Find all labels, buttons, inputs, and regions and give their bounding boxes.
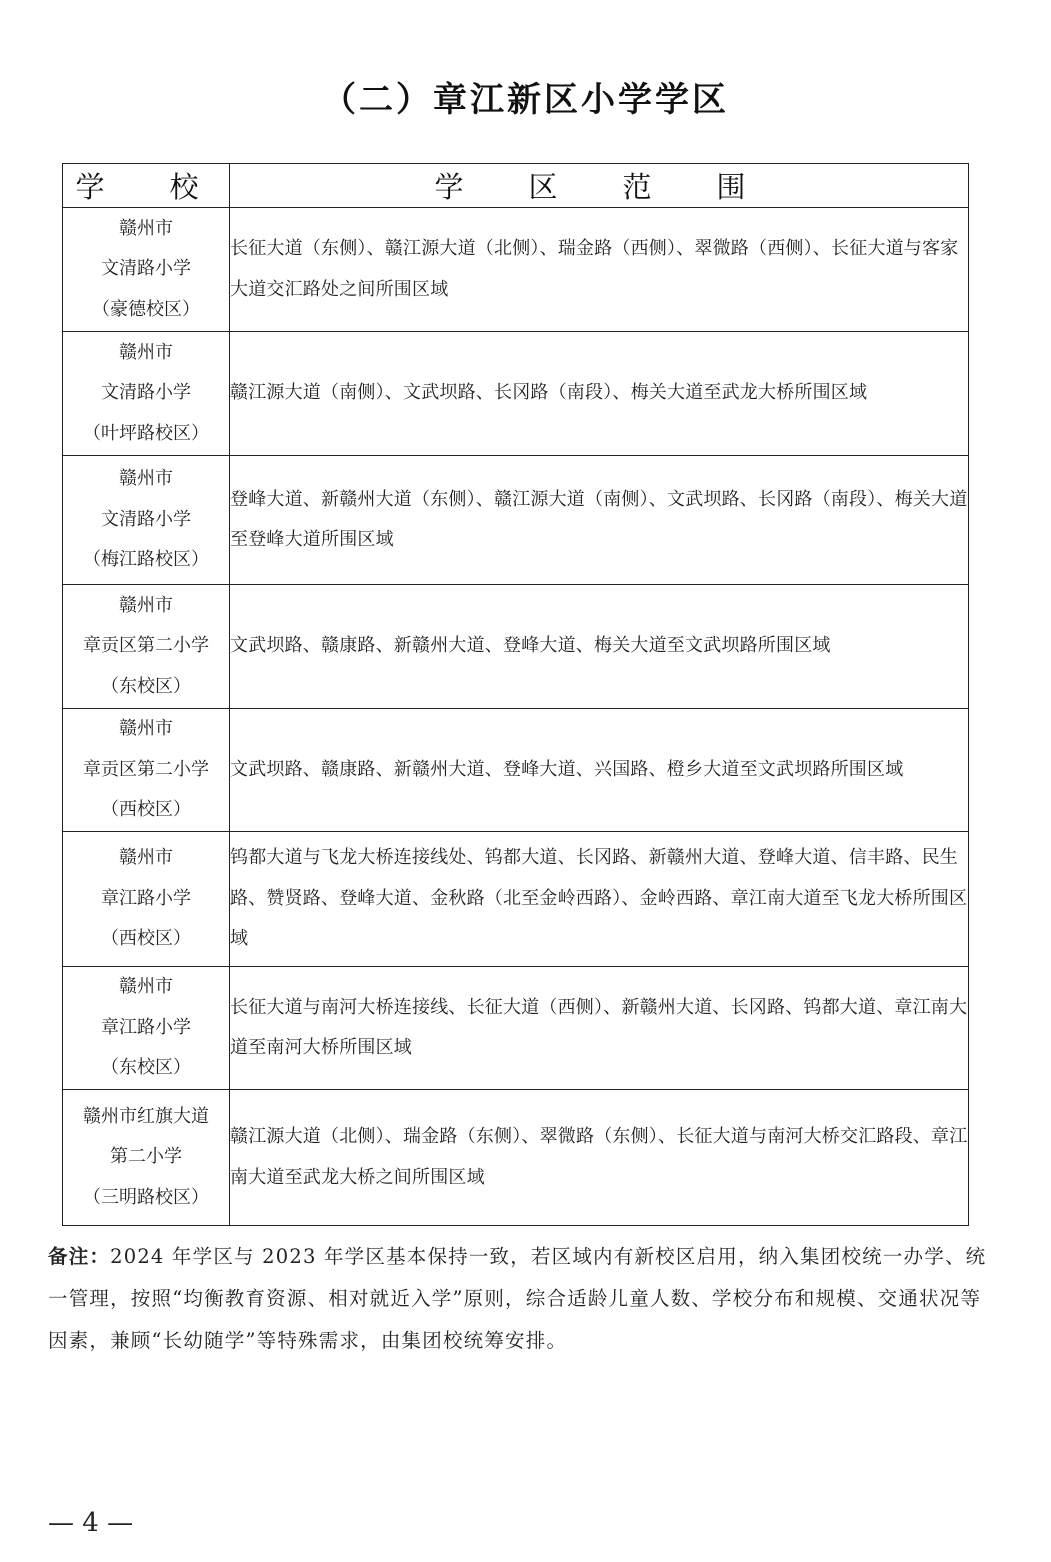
school-name-cell [63, 456, 230, 585]
school-line: （东校区） [101, 1057, 191, 1079]
table-row [63, 332, 969, 456]
school-line: 赣州市 [119, 847, 173, 869]
school-line: 赣州市 [119, 341, 173, 363]
table-row [63, 456, 969, 585]
school-line: （豪德校区） [92, 298, 200, 320]
school-name-cell [63, 832, 230, 967]
district-area-cell: 赣江源大道（南侧）、文武坝路、长冈路（南段）、梅关大道至武龙大桥所围区域 [230, 332, 969, 456]
school-name-cell [63, 709, 230, 832]
school-line: 章江路小学 [101, 1016, 191, 1038]
school-line: 章贡区第二小学 [83, 635, 209, 657]
district-area-cell: 赣江源大道（北侧）、瑞金路（东侧）、翠微路（东侧）、长征大道与南河大桥交汇路段、章江南大道至武龙大桥之间所围区域 [230, 1090, 969, 1226]
school-line: （西校区） [101, 928, 191, 950]
district-area-cell: 文武坝路、赣康路、新赣州大道、登峰大道、兴国路、橙乡大道至文武坝路所围区域 [230, 709, 969, 832]
school-line: 章贡区第二小学 [83, 758, 209, 780]
district-area-cell: 长征大道与南河大桥连接线、长征大道（西侧）、新赣州大道、长冈路、钨都大道、章江南大道至南河大桥所围区域 [230, 967, 969, 1090]
school-line: （三明路校区） [83, 1186, 209, 1208]
school-line: 文清路小学 [101, 508, 191, 530]
district-area-cell: 文武坝路、赣康路、新赣州大道、登峰大道、梅关大道至文武坝路所围区域 [230, 585, 969, 709]
school-line: 文清路小学 [101, 382, 191, 404]
school-line: （西校区） [101, 799, 191, 821]
school-name-cell [63, 208, 230, 332]
remarks-paragraph [48, 1236, 988, 1362]
district-area-cell: 钨都大道与飞龙大桥连接线处、钨都大道、长冈路、新赣州大道、登峰大道、信丰路、民生路、赞贤路、登峰大道、金秋路（北至金岭西路）、金岭西路、章江南大道至飞龙大桥所围区域 [230, 832, 969, 967]
school-name-cell [63, 332, 230, 456]
header-area: 学 区 范 围 [230, 164, 969, 208]
remarks-label: 备注： [48, 1245, 111, 1268]
school-name-cell [63, 967, 230, 1090]
school-name-cell [63, 585, 230, 709]
school-district-table [62, 163, 969, 1226]
school-line: 文清路小学 [101, 258, 191, 280]
school-line: （叶坪路校区） [83, 422, 209, 444]
table-row [63, 208, 969, 332]
school-line: （东校区） [101, 675, 191, 697]
school-line: 第二小学 [110, 1146, 182, 1168]
remarks-text: 2024 年学区与 2023 年学区基本保持一致，若区域内有新校区启用，纳入集团校统一办学、统一管理，按照“均衡教育资源、相对就近入学”原则，综合适龄儿童人数、学校分布和规模、交通状况等因素，兼顾“长幼随学”等特殊需求，由集团校统筹安排。 [48, 1245, 987, 1352]
table-row [63, 832, 969, 967]
school-line: 赣州市 [119, 217, 173, 239]
header-school: 学 校 [63, 164, 230, 208]
school-name-cell [63, 1090, 230, 1226]
table-row [63, 585, 969, 709]
table-row [63, 1090, 969, 1226]
table-header-row [63, 164, 969, 208]
school-line: 章江路小学 [101, 887, 191, 909]
district-area-cell: 登峰大道、新赣州大道（东侧）、赣江源大道（南侧）、文武坝路、长冈路（南段）、梅关大道至登峰大道所围区域 [230, 456, 969, 585]
page-title: （二）章江新区小学学区 [322, 80, 729, 120]
school-line: 赣州市 [119, 976, 173, 998]
school-line: （梅江路校区） [83, 549, 209, 571]
school-line: 赣州市 [119, 468, 173, 490]
district-area-cell: 长征大道（东侧）、赣江源大道（北侧）、瑞金路（西侧）、翠微路（西侧）、长征大道与客家大道交汇路处之间所围区域 [230, 208, 969, 332]
page-number: — 4 — [48, 1508, 134, 1538]
school-line: 赣州市 [119, 594, 173, 616]
school-line: 赣州市红旗大道 [83, 1105, 209, 1127]
table-row [63, 967, 969, 1090]
table-row [63, 709, 969, 832]
school-line: 赣州市 [119, 718, 173, 740]
